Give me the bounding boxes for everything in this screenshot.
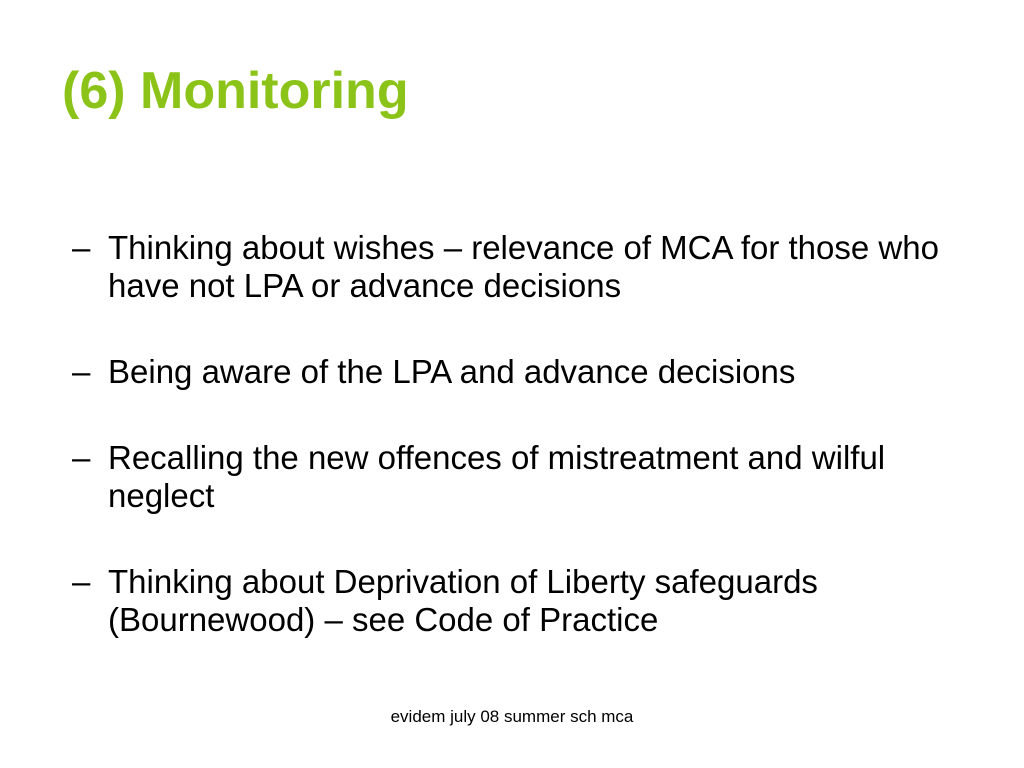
bullet-item-wishes [72,229,992,305]
bullet-text: Recalling the new offences of mistreatment and wilful neglect [108,439,886,514]
bullet-list [72,229,992,639]
bullet-dash: – [72,563,91,600]
bullet-text: Being aware of the LPA and advance decisions [108,353,796,390]
bullet-item-offences [72,439,992,515]
bullet-dash: – [72,353,91,390]
slide-footer: evidem july 08 summer sch mca [390,707,634,726]
bullet-text: Thinking about wishes – relevance of MCA for those who have not LPA or advance decisions [108,229,939,304]
slide-title: (6) Monitoring [62,62,409,120]
bullet-dash: – [72,439,91,476]
bullet-text: Thinking about Deprivation of Liberty safeguards (Bournewood) – see Code of Practice [108,563,818,638]
bullet-item-deprivation [72,563,992,639]
bullet-dash: – [72,229,91,266]
bullet-item-lpa [72,353,992,391]
